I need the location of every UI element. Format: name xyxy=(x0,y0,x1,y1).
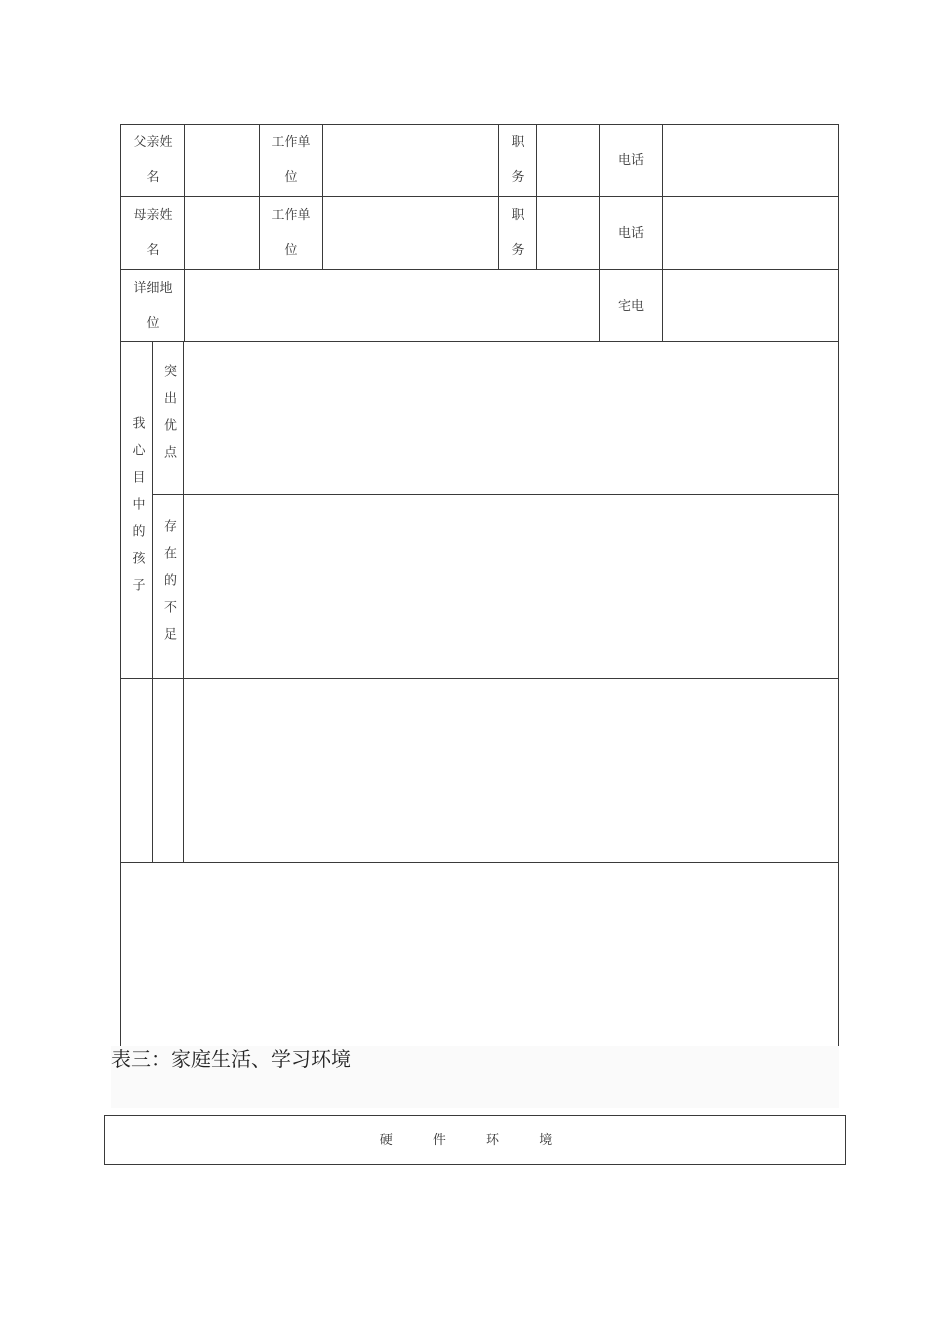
child-group-cell xyxy=(121,342,152,678)
grid-line xyxy=(662,124,663,342)
grid-line xyxy=(120,196,839,197)
grid-line xyxy=(120,269,839,270)
address-label: 详细地位 xyxy=(133,281,173,331)
home-phone-label: 宅电 xyxy=(617,298,644,314)
grid-line xyxy=(498,124,499,270)
grid-line xyxy=(183,341,184,863)
mother-unit-label: 工作单位 xyxy=(271,208,311,258)
father-name-label: 父亲姓名 xyxy=(133,135,173,185)
grid-line xyxy=(104,1164,846,1165)
strengths-cell xyxy=(153,342,183,494)
grid-line xyxy=(322,124,323,270)
child-group-label: 我心目中的孩子 xyxy=(129,415,145,605)
grid-line xyxy=(152,494,839,495)
grid-line xyxy=(184,124,185,342)
grid-line xyxy=(120,862,839,863)
mother-post-label: 职务 xyxy=(511,208,525,258)
father-phone-label: 电话 xyxy=(617,152,644,168)
grid-line xyxy=(120,341,839,342)
grid-line xyxy=(120,124,839,125)
mother-phone-label: 电话 xyxy=(617,225,644,241)
strengths-label: 突出优点 xyxy=(161,364,176,472)
grid-line xyxy=(536,124,537,270)
hardware-environment-label: 硬 件 环 境 xyxy=(379,1132,571,1148)
grid-line xyxy=(259,124,260,270)
father-post-label: 职务 xyxy=(511,135,525,185)
grid-line xyxy=(838,124,839,1047)
grid-line xyxy=(845,1115,846,1165)
section-title: 表三：家庭生活、学习环境 xyxy=(111,1047,351,1071)
father-unit-label: 工作单位 xyxy=(271,135,311,185)
weaknesses-label: 存在的不足 xyxy=(161,519,176,654)
grid-line xyxy=(120,678,839,679)
weaknesses-cell xyxy=(153,495,183,678)
mother-name-label: 母亲姓名 xyxy=(133,208,173,258)
